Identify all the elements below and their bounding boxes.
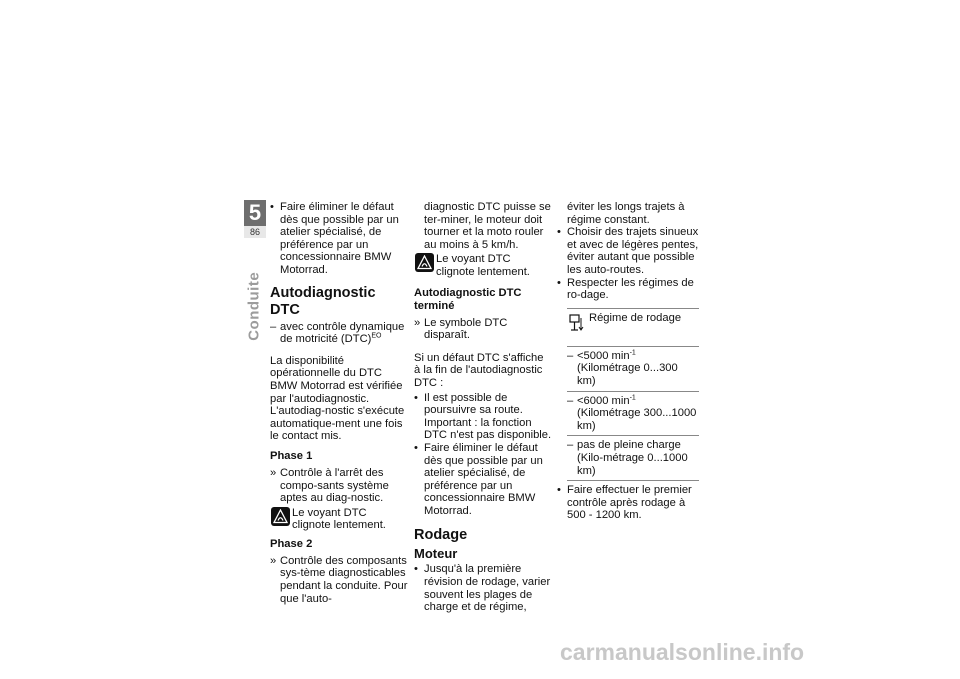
table-header: Régime de rodage (567, 309, 699, 347)
list-item: » Le symbole DTC disparaît. (414, 316, 508, 342)
bullet-mark: • (557, 276, 561, 289)
table-row: – pas de pleine charge (Kilo-métrage 0...1000 km) (567, 439, 688, 477)
paragraph: diagnostic DTC puisse se ter-miner, le moteur doit tourner et la moto rouler au moins à 5 km/h. (424, 201, 551, 251)
dtc-warning-icon (271, 507, 290, 526)
arrow-mark: » (270, 466, 277, 479)
arrow-mark: » (414, 316, 421, 329)
subheading: Phase 2 (270, 537, 313, 550)
break-in-table (567, 308, 699, 481)
list-item: • Choisir des trajets sinueux et avec de légères pentes, éviter autant que possible les auto-routes. (557, 226, 699, 276)
list-item: • Faire éliminer le défaut dès que possible par un atelier spécialisé, de préférence par un concessionnaire BMW Motorrad. (414, 441, 543, 517)
bullet-mark: • (414, 441, 418, 454)
dash-mark: – (270, 320, 277, 333)
list-item: – avec contrôle dynamique de motricité (DTC)$^{EO}$ (270, 320, 405, 346)
watermark: carmanualsonline.info (560, 639, 805, 665)
indicator-note: Le voyant DTC clignote lentement. (414, 253, 552, 278)
list-item: » Contrôle à l'arrêt des compo-sants système aptes au diag-nostic. (270, 466, 389, 505)
column-3 (557, 201, 699, 522)
bullet-mark: • (414, 391, 418, 404)
paragraph: éviter les longs trajets à régime constant. (567, 201, 685, 226)
list-item: • Respecter les régimes de ro-dage. (557, 276, 694, 302)
dash-mark: – (567, 439, 574, 452)
list-item: » Contrôle des composants sys-tème diagnosticables pendant la conduite. Pour que l'auto- (270, 554, 408, 605)
subheading: Phase 1 (270, 449, 313, 462)
bullet-mark: • (414, 563, 418, 576)
section-heading: Autodiagnostic DTC (270, 284, 376, 318)
column-2 (414, 201, 552, 614)
rpm-gauge-icon (568, 312, 585, 334)
arrow-mark: » (270, 554, 277, 567)
dash-mark: – (567, 394, 574, 407)
bullet-mark: • (557, 484, 561, 497)
page-number: 86 (244, 226, 266, 238)
dash-mark: – (567, 349, 574, 362)
paragraph: Si un défaut DTC s'affiche à la fin de l'autodiagnostic DTC : (414, 351, 544, 389)
subheading: Autodiagnostic DTC terminé (414, 286, 522, 312)
indicator-note: Le voyant DTC clignote lentement. (270, 507, 408, 532)
chapter-number: 5 (248, 200, 262, 225)
dtc-warning-icon (415, 253, 434, 272)
list-item: • Jusqu'à la première révision de rodage, varier souvent les plages de charge et de régime, (414, 563, 551, 614)
paragraph: La disponibilité opérationnelle du DTC BMW Motorrad est vérifiée par l'autodiagnostic. L'autodiag-nostic s'exécute automatique-ment une fois le contact mis. (270, 354, 405, 443)
column-1 (270, 201, 408, 605)
bullet-mark: • (557, 226, 561, 239)
section-heading: Rodage (414, 527, 468, 544)
subheading: Moteur (414, 546, 458, 562)
list-item: • Il est possible de poursuivre sa route. Important : la fonction DTC n'est pas disponible. (414, 391, 552, 442)
chapter-title: Conduite (245, 271, 263, 341)
list-item: • Faire éliminer le défaut dès que possible par un atelier spécialisé, de préférence par un concessionnaire BMW Motorrad. (270, 201, 399, 276)
list-item: • Faire effectuer le premier contrôle après rodage à 500 - 1200 km. (557, 484, 692, 522)
table-row: – <6000 $\min^{-1}$ (Kilométrage 300...1000 km) (567, 392, 699, 437)
table-row: – <5000 $\min^{-1}$ (Kilométrage 0...300 km) (567, 347, 699, 392)
bullet-mark: • (270, 201, 274, 213)
